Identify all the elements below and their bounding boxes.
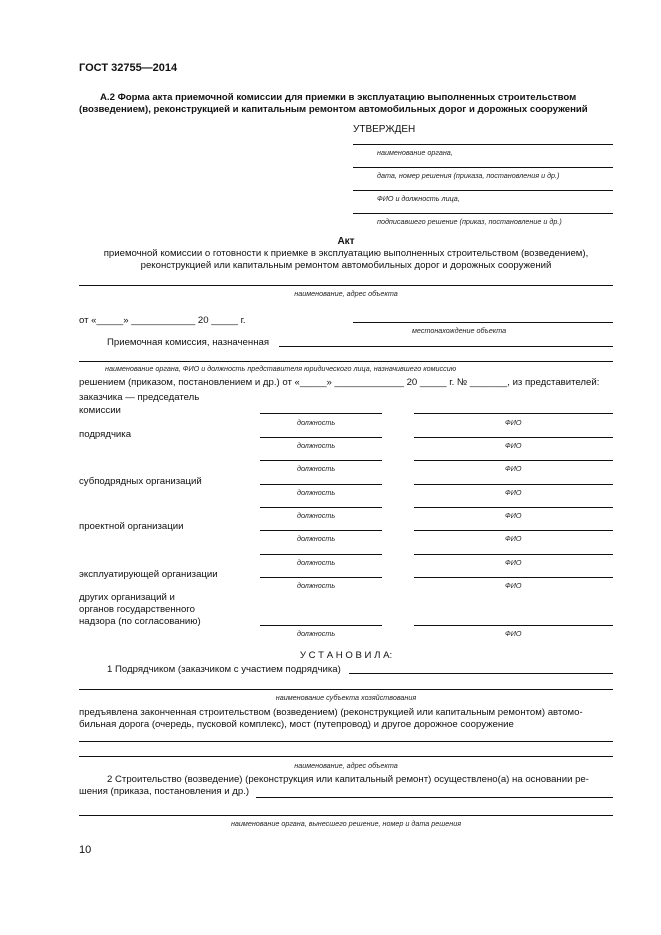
fio-caption-1: ФИО (505, 418, 522, 427)
fio-line-6[interactable] (414, 530, 613, 531)
position-line-5[interactable] (260, 507, 382, 508)
object-line-3[interactable] (79, 756, 613, 757)
page-number: 10 (79, 844, 92, 856)
commission-line-2[interactable] (79, 361, 613, 362)
position-caption-2: должность (297, 441, 336, 450)
location-caption: местонахождение объекта (412, 326, 507, 335)
fio-line-9[interactable] (414, 625, 613, 626)
position-line-1[interactable] (260, 413, 382, 414)
member-contractor-label: подрядчика (79, 429, 132, 440)
entity-line-inline[interactable] (349, 673, 613, 674)
member-design-label: проектной организации (79, 521, 184, 532)
established-p2b: бильная дорога (очередь, пусковой комплекс), мост (путепровод) и другое дорожное сооружение (79, 719, 514, 730)
entity-caption: наименование субъекта хозяйствования (275, 693, 417, 702)
commission-label: Приемочная комиссия, назначенная (107, 337, 270, 348)
position-line-8[interactable] (260, 577, 382, 578)
fio-line-7[interactable] (414, 554, 613, 555)
member-other-label-3: надзора (по согласованию) (79, 616, 201, 627)
object-caption-2: наименование, адрес объекта (294, 761, 398, 770)
position-caption-3: должность (297, 464, 336, 473)
approved-line-3[interactable] (353, 190, 613, 191)
fio-line-4[interactable] (414, 484, 613, 485)
approved-label: УТВЕРЖДЕН (353, 124, 416, 135)
approved-line-1[interactable] (353, 144, 613, 145)
section-title-line1: А.2 Форма акта приемочной комиссии для приемки в эксплуатацию выполненных строительством (100, 92, 577, 103)
object-line-2[interactable] (79, 741, 613, 742)
document-code: ГОСТ 32755—2014 (79, 62, 178, 74)
position-line-2[interactable] (260, 437, 382, 438)
position-line-6[interactable] (260, 530, 382, 531)
entity-line[interactable] (79, 689, 613, 690)
approved-caption-4: подписавшего решение (приказ, постановление и др.) (377, 217, 562, 226)
fio-caption-3: ФИО (505, 464, 522, 473)
position-caption-7: должность (297, 558, 336, 567)
member-other-label-1: других организаций и (79, 592, 175, 603)
decision-caption: наименование органа, вынесшего решение, номер и дата решения (230, 819, 462, 828)
decision-line-inline[interactable] (256, 797, 613, 798)
position-line-4[interactable] (260, 484, 382, 485)
position-caption-1: должность (297, 418, 336, 427)
position-caption-9: должность (297, 629, 336, 638)
commission-line[interactable] (279, 346, 613, 347)
object-name-caption: наименование, адрес объекта (294, 289, 398, 298)
approved-line-2[interactable] (353, 167, 613, 168)
commission-caption: наименование органа, ФИО и должность представителя юридического лица, назначившего комиссию (105, 364, 457, 373)
fio-line-8[interactable] (414, 577, 613, 578)
position-line-9[interactable] (260, 625, 382, 626)
act-date[interactable]: от «_____» ____________ 20 _____ г. (79, 315, 246, 326)
approved-caption-3: ФИО и должность лица, (377, 194, 460, 203)
section-title-line2: (возведением), реконструкцией и капитальным ремонтом автомобильных дорог и дорожных сооружений (79, 104, 588, 115)
member-subcontractor-label: субподрядных организаций (79, 476, 202, 487)
act-subtitle-line1: приемочной комиссии о готовности к приемке в эксплуатацию выполненных строительством (возведением), (103, 248, 589, 259)
fio-line-5[interactable] (414, 507, 613, 508)
position-caption-8: должность (297, 581, 336, 590)
act-subtitle-line2: реконструкцией или капитальным ремонтом автомобильных дорог и дорожных сооружений (140, 260, 552, 271)
fio-caption-6: ФИО (505, 534, 522, 543)
fio-line-3[interactable] (414, 460, 613, 461)
fio-caption-7: ФИО (505, 558, 522, 567)
member-other-label-2: органов государственного (79, 604, 195, 615)
established-p3b: шения (приказа, постановления и др.) (79, 786, 250, 797)
fio-caption-2: ФИО (505, 441, 522, 450)
member-customer-label: заказчика — председатель (79, 392, 200, 403)
fio-line-2[interactable] (414, 437, 613, 438)
fio-caption-9: ФИО (505, 629, 522, 638)
position-line-3[interactable] (260, 460, 382, 461)
established-p1: 1 Подрядчиком (заказчиком с участием подрядчика) (107, 664, 341, 675)
member-customer-label-2: комиссии (79, 405, 121, 416)
decision-line[interactable]: решением (приказом, постановлением и др.) от «_____» _____________ 20 _____ г. № _______, из представителей: (79, 377, 600, 388)
established-p2a: предъявлена законченная строительством (возведением) (реконструкцией или капитальным ремонтом) автомо- (79, 707, 583, 718)
position-caption-5: должность (297, 511, 336, 520)
fio-caption-4: ФИО (505, 488, 522, 497)
position-caption-4: должность (297, 488, 336, 497)
approved-line-4[interactable] (353, 213, 613, 214)
fio-line-1[interactable] (414, 413, 613, 414)
established-p3a: 2 Строительство (возведение) (реконструкция или капитальный ремонт) осуществлено(а) на основании ре- (107, 774, 589, 785)
location-line[interactable] (353, 322, 613, 323)
fio-caption-8: ФИО (505, 581, 522, 590)
position-line-7[interactable] (260, 554, 382, 555)
established-title: У С Т А Н О В И Л А: (299, 650, 393, 661)
approved-caption-1: наименование органа, (377, 148, 453, 157)
position-caption-6: должность (297, 534, 336, 543)
fio-caption-5: ФИО (505, 511, 522, 520)
approved-caption-2: дата, номер решения (приказа, постановления и др.) (377, 171, 560, 180)
decision-line-2[interactable] (79, 815, 613, 816)
act-title: Акт (337, 236, 355, 247)
object-name-line[interactable] (79, 285, 613, 286)
member-operating-label: эксплуатирующей организации (79, 569, 218, 580)
